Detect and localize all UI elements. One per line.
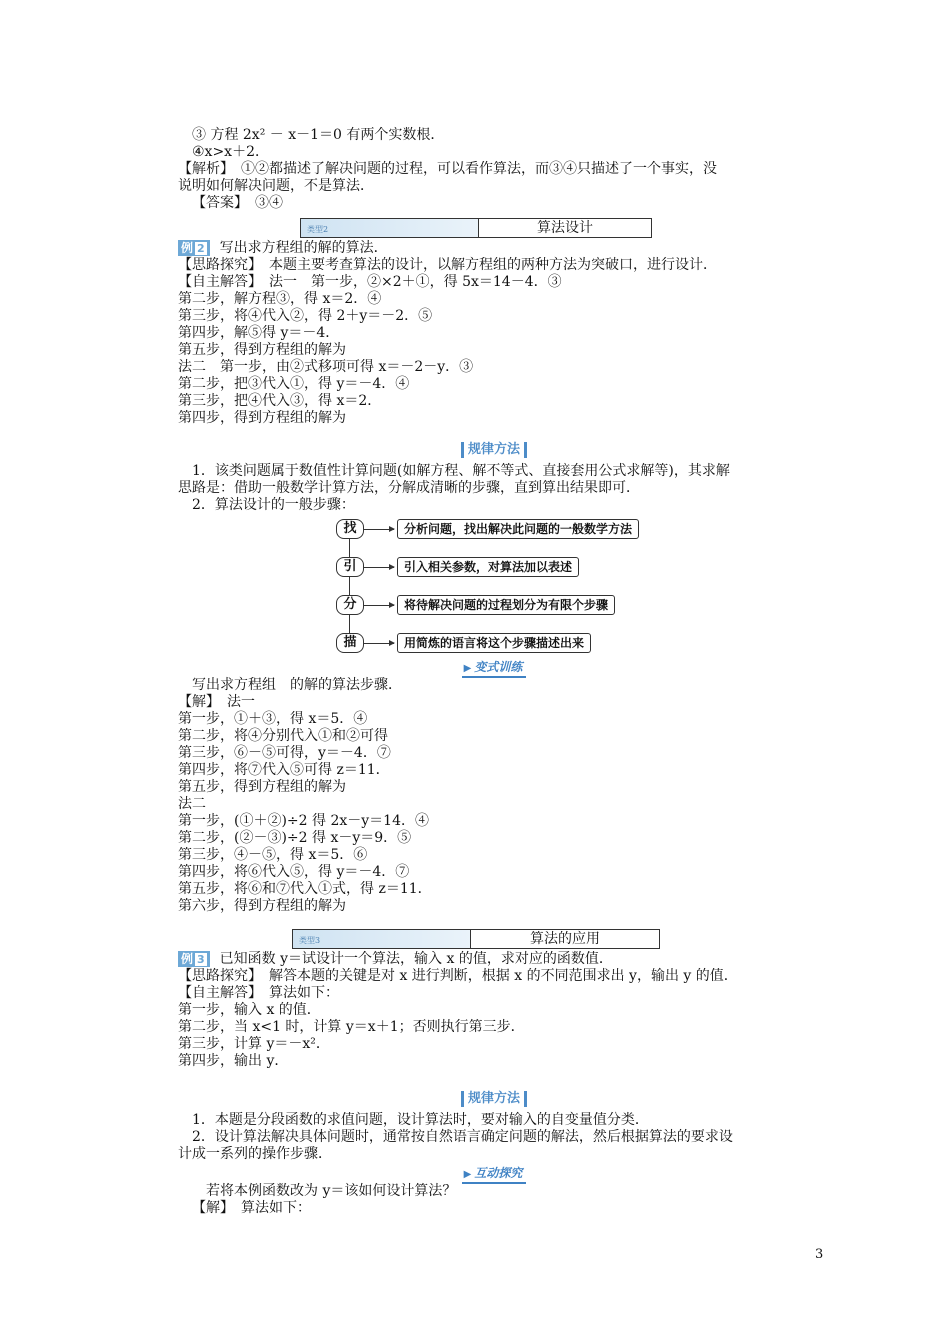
text-line: 第二步，把③代入①，得 y＝－4．④ (178, 376, 410, 392)
top-lines (178, 127, 810, 212)
method-1-text (178, 463, 810, 514)
flow-box: 将待解决问题的过程划分为有限个步骤 (397, 595, 615, 615)
text-line: 【解】 法一 (178, 694, 255, 710)
explore-text (178, 1183, 810, 1217)
text-line: 第三步，把④代入③，得 x＝2． (178, 393, 382, 409)
flow-arrow (364, 567, 394, 568)
flow-box: 用简炼的语言将这个步骤描述出来 (397, 633, 591, 653)
example-2-question (178, 240, 810, 257)
example-3-solution (178, 968, 810, 1070)
question-text: 已知函数 y＝试设计一个算法，输入 x 的值，求对应的函数值． (219, 951, 613, 967)
text-line: 第三步，④－⑤，得 x＝5．⑥ (178, 847, 368, 863)
text-line: 第五步，得到方程组的解为 (178, 342, 346, 358)
flow-arrow (364, 605, 394, 606)
text-line: 第五步，得到方程组的解为 (178, 779, 346, 795)
text-line: 第二步，解方程③，得 x＝2．④ (178, 291, 382, 307)
training-title (178, 659, 810, 676)
text-line: 第一步，①＋③，得 x＝5．④ (178, 711, 368, 727)
text-line: 写出求方程组 的解的算法步骤． (192, 677, 402, 693)
example-2-solution (178, 257, 810, 427)
text-line: 第二步，当 x<1 时，计算 y＝x＋1；否则执行第三步． (178, 1019, 525, 1035)
text-line: 第三步，将④代入②，得 2＋y＝－2．⑤ (178, 308, 433, 324)
training-title-text: ▶ 变式训练 (462, 660, 527, 678)
text-line: 2．算法设计的一般步骤： (192, 497, 355, 513)
badge-number: 2 (197, 242, 205, 255)
page-content (178, 127, 810, 1217)
method-title-text: 规律方法 (461, 1091, 527, 1107)
flow-arrow (364, 643, 394, 644)
example-3-question (178, 951, 810, 968)
text-line: 法二 (178, 796, 206, 812)
text-line: 【答案】 ③④ (192, 195, 283, 211)
text-line: 第四步，解⑤得 y＝－4． (178, 325, 340, 341)
example-badge (178, 240, 210, 256)
text-line: 思路是：借助一般数学计算方法，分解成清晰的步骤，直到算出结果即可． (178, 480, 640, 496)
text-line: 1．本题是分段函数的求值问题，设计算法时，要对输入的自变量值分类． (192, 1112, 649, 1128)
flow-box: 引入相关参数，对算法加以表述 (397, 557, 579, 577)
text-line: 【思路探究】 本题主要考查算法的设计，以解方程组的两种方法为突破口，进行设计． (178, 257, 717, 273)
flow-node: 分 (336, 595, 364, 615)
method-title (178, 1090, 810, 1110)
explore-title-text: ▶ 互动探究 (462, 1166, 527, 1184)
text-line: 第二步，将④分别代入①和②可得 (178, 728, 388, 744)
text-line: 第三步，⑥－⑤可得，y＝－4．⑦ (178, 745, 391, 761)
flow-connector (349, 529, 350, 643)
text-line: 1．该类问题属于数值性计算问题(如解方程、解不等式、直接套用公式求解等)，其求解 (192, 463, 730, 479)
text-line: 第六步，得到方程组的解为 (178, 898, 346, 914)
flow-arrow (364, 529, 394, 530)
method-2-text (178, 1112, 810, 1163)
section-tag-bar (292, 929, 471, 949)
text-line: 第四步，将⑥代入⑤，得 y＝－4．⑦ (178, 864, 410, 880)
text-line: 【思路探究】 解答本题的关键是对 x 进行判断，根据 x 的不同范围求出 y，输出 y 的值． (178, 968, 738, 984)
text-line: 第三步，计算 y＝－x²． (178, 1036, 330, 1052)
section-tag: 类型2 (307, 225, 329, 234)
training-text (178, 677, 810, 915)
flow-node: 引 (336, 557, 364, 577)
text-line: 第一步，(①＋②)÷2 得 2x－y＝14．④ (178, 813, 429, 829)
text-line: 法二 第一步，由②式移项可得 x＝－2－y．③ (178, 359, 474, 375)
page-number: 3 (815, 1247, 824, 1262)
section-title: 算法的应用 (470, 929, 660, 949)
text-line: 计成一系列的操作步骤． (178, 1146, 332, 1162)
section-header-3 (178, 929, 810, 949)
text-line: ③ 方程 2x² － x－1＝0 有两个实数根． (192, 127, 445, 143)
text-line: 若将本例函数改为 y＝该如何设计算法？ (206, 1183, 457, 1199)
example-badge (178, 951, 210, 967)
question-text: 写出求方程组的解的算法． (219, 240, 388, 256)
badge-label: 例 (181, 952, 194, 966)
badge-label: 例 (181, 241, 194, 255)
badge-number: 3 (197, 953, 205, 966)
method-title (178, 441, 810, 461)
text-line: 第一步，输入 x 的值． (178, 1002, 321, 1018)
text-line: 第四步，将⑦代入⑤可得 z＝11． (178, 762, 390, 778)
method-title-text: 规律方法 (461, 442, 527, 458)
section-title: 算法设计 (478, 218, 652, 238)
text-line: 第二步，(②－③)÷2 得 x－y＝9．⑤ (178, 830, 412, 846)
flow-node: 描 (336, 633, 364, 653)
text-line: 第四步，输出 y． (178, 1053, 289, 1069)
text-line: 第五步，将⑥和⑦代入①式，得 z＝11． (178, 881, 432, 897)
text-line: 说明如何解决问题，不是算法． (178, 178, 374, 194)
algorithm-flowchart (178, 517, 810, 657)
explore-title (178, 1165, 810, 1182)
text-line: 2．设计算法解决具体问题时，通常按自然语言确定问题的解法，然后根据算法的要求设 (192, 1129, 733, 1145)
text-line: 【解析】 ①②都描述了解决问题的过程，可以看作算法，而③④只描述了一个事实，没 (178, 161, 717, 177)
section-tag: 类型3 (299, 936, 321, 945)
text-line: 【自主解答】 算法如下： (178, 985, 339, 1001)
flow-box: 分析问题，找出解决此问题的一般数学方法 (397, 519, 639, 539)
text-line: 【自主解答】 法一 第一步，②×2＋①，得 5x＝14－4．③ (178, 274, 562, 290)
section-header-2 (178, 218, 810, 238)
flow-node: 找 (336, 519, 364, 539)
section-tag-bar (300, 218, 479, 238)
text-line: 第四步，得到方程组的解为 (178, 410, 346, 426)
text-line: ④x>x＋2． (192, 144, 269, 160)
text-line: 【解】 算法如下： (192, 1200, 311, 1216)
